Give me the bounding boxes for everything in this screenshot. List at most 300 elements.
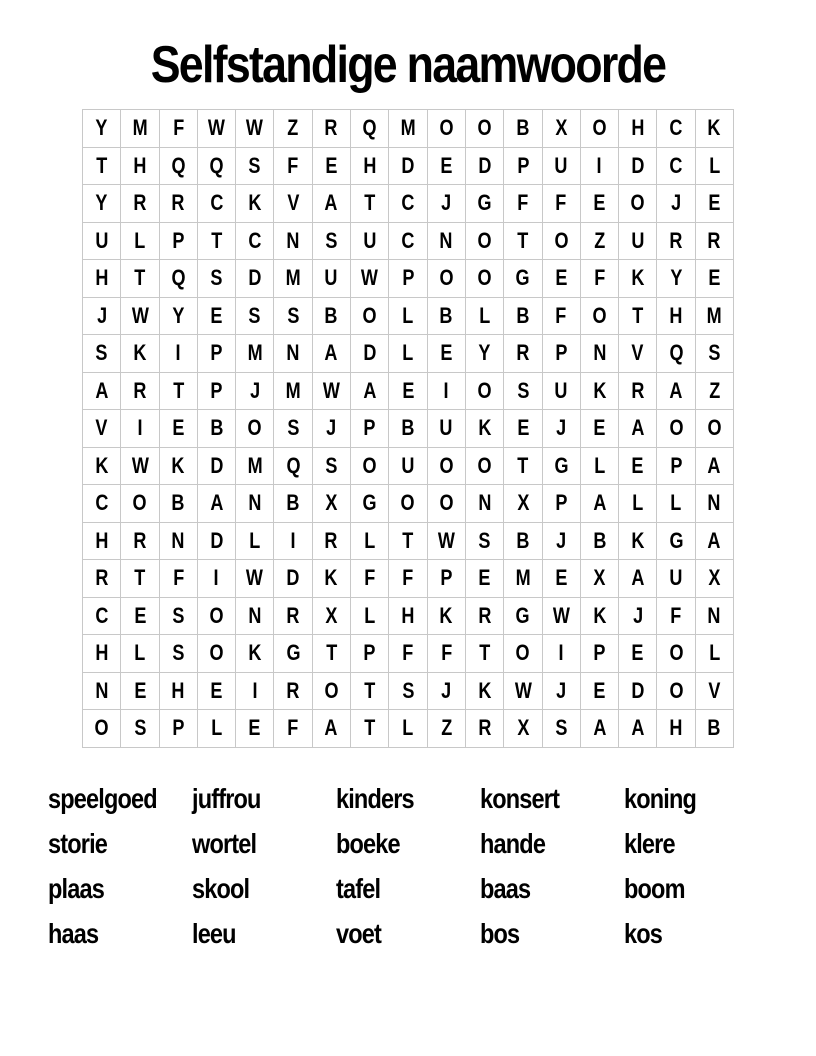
grid-cell[interactable] <box>236 597 274 635</box>
grid-cell[interactable] <box>619 297 657 335</box>
grid-cell[interactable] <box>427 485 465 523</box>
grid-cell[interactable] <box>159 597 197 635</box>
grid-cell[interactable] <box>236 560 274 598</box>
grid-cell[interactable] <box>619 372 657 410</box>
grid-cell[interactable] <box>657 672 695 710</box>
grid-cell[interactable] <box>542 147 580 185</box>
grid-cell[interactable] <box>695 447 733 485</box>
grid-cell[interactable] <box>83 635 121 673</box>
grid-cell[interactable] <box>465 372 503 410</box>
grid-cell[interactable] <box>121 447 159 485</box>
grid-cell[interactable] <box>351 260 389 298</box>
grid-cell[interactable] <box>274 635 312 673</box>
grid-cell[interactable] <box>351 147 389 185</box>
grid-cell[interactable] <box>83 410 121 448</box>
grid-cell[interactable] <box>465 560 503 598</box>
grid-cell[interactable] <box>159 110 197 148</box>
grid-cell[interactable] <box>121 635 159 673</box>
grid-cell[interactable] <box>465 297 503 335</box>
grid-cell[interactable] <box>427 260 465 298</box>
grid-cell[interactable] <box>159 522 197 560</box>
grid-cell[interactable] <box>312 222 350 260</box>
grid-cell[interactable] <box>619 710 657 748</box>
grid-cell[interactable] <box>542 110 580 148</box>
grid-cell[interactable] <box>274 485 312 523</box>
grid-cell[interactable] <box>580 672 618 710</box>
grid-cell[interactable] <box>83 110 121 148</box>
grid-cell[interactable] <box>274 147 312 185</box>
grid-cell[interactable] <box>351 297 389 335</box>
grid-cell[interactable] <box>427 222 465 260</box>
grid-cell[interactable] <box>619 672 657 710</box>
grid-cell[interactable] <box>504 635 542 673</box>
grid-cell[interactable] <box>83 447 121 485</box>
grid-cell[interactable] <box>580 522 618 560</box>
grid-cell[interactable] <box>427 147 465 185</box>
grid-cell[interactable] <box>619 522 657 560</box>
grid-cell[interactable] <box>465 335 503 373</box>
grid-cell[interactable] <box>83 147 121 185</box>
grid-cell[interactable] <box>236 222 274 260</box>
grid-cell[interactable] <box>159 447 197 485</box>
grid-cell[interactable] <box>427 297 465 335</box>
grid-cell[interactable] <box>197 260 235 298</box>
grid-cell[interactable] <box>657 710 695 748</box>
grid-cell[interactable] <box>427 522 465 560</box>
grid-cell[interactable] <box>236 147 274 185</box>
grid-letter: R <box>286 602 300 628</box>
grid-cell[interactable] <box>236 672 274 710</box>
grid-cell[interactable] <box>197 372 235 410</box>
grid-cell[interactable] <box>542 710 580 748</box>
grid-cell[interactable] <box>504 560 542 598</box>
grid-cell[interactable] <box>197 710 235 748</box>
grid-cell[interactable] <box>695 372 733 410</box>
grid-cell[interactable] <box>657 522 695 560</box>
grid-cell[interactable] <box>542 222 580 260</box>
grid-cell[interactable] <box>236 410 274 448</box>
grid-cell[interactable] <box>542 410 580 448</box>
grid-cell[interactable] <box>274 297 312 335</box>
grid-cell[interactable] <box>197 560 235 598</box>
grid-cell[interactable] <box>465 410 503 448</box>
grid-cell[interactable] <box>619 635 657 673</box>
grid-cell[interactable] <box>274 410 312 448</box>
grid-cell[interactable] <box>121 297 159 335</box>
grid-cell[interactable] <box>580 372 618 410</box>
grid-cell[interactable] <box>580 185 618 223</box>
grid-cell[interactable] <box>197 597 235 635</box>
grid-cell[interactable] <box>121 372 159 410</box>
grid-cell[interactable] <box>695 560 733 598</box>
grid-cell[interactable] <box>542 185 580 223</box>
grid-cell[interactable] <box>619 185 657 223</box>
grid-cell[interactable] <box>695 147 733 185</box>
grid-cell[interactable] <box>159 410 197 448</box>
grid-cell[interactable] <box>504 185 542 223</box>
grid-letter: K <box>439 602 453 628</box>
grid-cell[interactable] <box>312 297 350 335</box>
grid-cell[interactable] <box>312 447 350 485</box>
grid-cell[interactable] <box>121 710 159 748</box>
grid-cell[interactable] <box>83 260 121 298</box>
grid-cell[interactable] <box>274 110 312 148</box>
grid-cell[interactable] <box>542 522 580 560</box>
grid-cell[interactable] <box>197 147 235 185</box>
grid-cell[interactable] <box>389 297 427 335</box>
grid-cell[interactable] <box>236 710 274 748</box>
grid-cell[interactable] <box>542 372 580 410</box>
grid-cell[interactable] <box>619 222 657 260</box>
grid-cell[interactable] <box>427 635 465 673</box>
grid-cell[interactable] <box>351 372 389 410</box>
grid-cell[interactable] <box>504 372 542 410</box>
grid-cell[interactable] <box>427 597 465 635</box>
grid-cell[interactable] <box>465 597 503 635</box>
grid-cell[interactable] <box>236 635 274 673</box>
grid-cell[interactable] <box>657 485 695 523</box>
grid-cell[interactable] <box>159 147 197 185</box>
grid-cell[interactable] <box>580 410 618 448</box>
grid-cell[interactable] <box>504 597 542 635</box>
grid-cell[interactable] <box>542 335 580 373</box>
grid-cell[interactable] <box>657 185 695 223</box>
grid-cell[interactable] <box>657 110 695 148</box>
grid-cell[interactable] <box>197 185 235 223</box>
grid-cell[interactable] <box>197 222 235 260</box>
grid-cell[interactable] <box>274 597 312 635</box>
grid-cell[interactable] <box>236 185 274 223</box>
grid-cell[interactable] <box>657 447 695 485</box>
grid-cell[interactable] <box>695 260 733 298</box>
grid-cell[interactable] <box>465 672 503 710</box>
grid-cell[interactable] <box>542 447 580 485</box>
grid-cell[interactable] <box>542 597 580 635</box>
grid-cell[interactable] <box>657 560 695 598</box>
grid-cell[interactable] <box>389 447 427 485</box>
grid-cell[interactable] <box>121 410 159 448</box>
grid-cell[interactable] <box>197 335 235 373</box>
grid-cell[interactable] <box>504 147 542 185</box>
grid-cell[interactable] <box>657 335 695 373</box>
grid-cell[interactable] <box>312 485 350 523</box>
grid-cell[interactable] <box>695 522 733 560</box>
grid-cell[interactable] <box>274 560 312 598</box>
grid-cell[interactable] <box>274 522 312 560</box>
grid-cell[interactable] <box>274 222 312 260</box>
grid-cell[interactable] <box>389 110 427 148</box>
grid-cell[interactable] <box>619 110 657 148</box>
grid-cell[interactable] <box>274 260 312 298</box>
grid-cell[interactable] <box>580 110 618 148</box>
grid-cell[interactable] <box>580 635 618 673</box>
grid-cell[interactable] <box>236 522 274 560</box>
grid-cell[interactable] <box>159 372 197 410</box>
grid-cell[interactable] <box>351 185 389 223</box>
grid-cell[interactable] <box>427 410 465 448</box>
grid-cell[interactable] <box>580 597 618 635</box>
grid-cell[interactable] <box>312 672 350 710</box>
grid-cell[interactable] <box>580 335 618 373</box>
grid-cell[interactable] <box>695 672 733 710</box>
grid-cell[interactable] <box>695 297 733 335</box>
grid-letter: R <box>133 377 147 403</box>
grid-cell[interactable] <box>657 260 695 298</box>
grid-cell[interactable] <box>312 147 350 185</box>
grid-cell[interactable] <box>312 635 350 673</box>
grid-cell[interactable] <box>619 335 657 373</box>
grid-cell[interactable] <box>159 335 197 373</box>
grid-cell[interactable] <box>121 147 159 185</box>
grid-cell[interactable] <box>465 485 503 523</box>
grid-cell[interactable] <box>159 485 197 523</box>
grid-cell[interactable] <box>389 147 427 185</box>
grid-cell[interactable] <box>695 110 733 148</box>
grid-cell[interactable] <box>274 447 312 485</box>
grid-cell[interactable] <box>504 297 542 335</box>
grid-cell[interactable] <box>83 522 121 560</box>
grid-cell[interactable] <box>197 635 235 673</box>
grid-cell[interactable] <box>312 710 350 748</box>
grid-cell[interactable] <box>619 260 657 298</box>
grid-cell[interactable] <box>619 447 657 485</box>
grid-cell[interactable] <box>312 560 350 598</box>
grid-cell[interactable] <box>389 222 427 260</box>
grid-cell[interactable] <box>657 372 695 410</box>
grid-cell[interactable] <box>465 260 503 298</box>
grid-cell[interactable] <box>389 710 427 748</box>
grid-cell[interactable] <box>657 635 695 673</box>
grid-cell[interactable] <box>197 485 235 523</box>
grid-cell[interactable] <box>389 185 427 223</box>
grid-cell[interactable] <box>312 335 350 373</box>
grid-cell[interactable] <box>351 710 389 748</box>
grid-cell[interactable] <box>351 635 389 673</box>
grid-cell[interactable] <box>159 635 197 673</box>
grid-cell[interactable] <box>121 672 159 710</box>
grid-cell[interactable] <box>389 485 427 523</box>
grid-cell[interactable] <box>121 110 159 148</box>
grid-cell[interactable] <box>312 372 350 410</box>
grid-cell[interactable] <box>465 222 503 260</box>
grid-cell[interactable] <box>159 710 197 748</box>
grid-letter: C <box>210 190 224 216</box>
grid-cell[interactable] <box>159 260 197 298</box>
grid-cell[interactable] <box>427 185 465 223</box>
grid-cell[interactable] <box>83 485 121 523</box>
grid-cell[interactable] <box>83 185 121 223</box>
grid-cell[interactable] <box>83 560 121 598</box>
grid-cell[interactable] <box>504 260 542 298</box>
grid-cell[interactable] <box>504 110 542 148</box>
grid-cell[interactable] <box>197 297 235 335</box>
grid-cell[interactable] <box>427 372 465 410</box>
grid-cell[interactable] <box>389 410 427 448</box>
grid-cell[interactable] <box>580 222 618 260</box>
grid-cell[interactable] <box>389 260 427 298</box>
grid-cell[interactable] <box>121 522 159 560</box>
grid-cell[interactable] <box>465 522 503 560</box>
grid-cell[interactable] <box>695 335 733 373</box>
grid-cell[interactable] <box>351 597 389 635</box>
grid-cell[interactable] <box>657 410 695 448</box>
grid-letter: D <box>631 152 645 178</box>
grid-cell[interactable] <box>121 260 159 298</box>
grid-cell[interactable] <box>504 672 542 710</box>
grid-cell[interactable] <box>351 485 389 523</box>
grid-cell[interactable] <box>197 410 235 448</box>
grid-cell[interactable] <box>580 710 618 748</box>
grid-cell[interactable] <box>159 672 197 710</box>
grid-cell[interactable] <box>542 260 580 298</box>
grid-cell[interactable] <box>389 560 427 598</box>
grid-cell[interactable] <box>83 597 121 635</box>
grid-cell[interactable] <box>159 297 197 335</box>
grid-cell[interactable] <box>580 485 618 523</box>
grid-cell[interactable] <box>504 335 542 373</box>
grid-cell[interactable] <box>274 185 312 223</box>
grid-cell[interactable] <box>580 560 618 598</box>
grid-cell[interactable] <box>657 297 695 335</box>
grid-cell[interactable] <box>197 522 235 560</box>
grid-cell[interactable] <box>312 522 350 560</box>
grid-cell[interactable] <box>389 597 427 635</box>
grid-letter: M <box>132 115 148 141</box>
grid-cell[interactable] <box>695 635 733 673</box>
grid-cell[interactable] <box>389 672 427 710</box>
grid-cell[interactable] <box>465 710 503 748</box>
grid-cell[interactable] <box>83 222 121 260</box>
grid-cell[interactable] <box>389 635 427 673</box>
grid-cell[interactable] <box>695 222 733 260</box>
grid-cell[interactable] <box>504 410 542 448</box>
grid-cell[interactable] <box>351 447 389 485</box>
grid-cell[interactable] <box>427 560 465 598</box>
grid-cell[interactable] <box>504 222 542 260</box>
grid-cell[interactable] <box>504 485 542 523</box>
grid-cell[interactable] <box>427 447 465 485</box>
grid-cell[interactable] <box>465 147 503 185</box>
grid-cell[interactable] <box>427 335 465 373</box>
grid-cell[interactable] <box>351 672 389 710</box>
grid-cell[interactable] <box>197 672 235 710</box>
grid-cell[interactable] <box>657 222 695 260</box>
grid-cell[interactable] <box>619 410 657 448</box>
grid-cell[interactable] <box>580 297 618 335</box>
grid-cell[interactable] <box>657 597 695 635</box>
grid-cell[interactable] <box>465 110 503 148</box>
grid-cell[interactable] <box>121 485 159 523</box>
grid-cell[interactable] <box>121 185 159 223</box>
grid-cell[interactable] <box>312 410 350 448</box>
grid-cell[interactable] <box>236 110 274 148</box>
grid-cell[interactable] <box>351 410 389 448</box>
grid-cell[interactable] <box>542 672 580 710</box>
grid-cell[interactable] <box>351 560 389 598</box>
grid-cell[interactable] <box>695 185 733 223</box>
grid-cell[interactable] <box>274 372 312 410</box>
grid-cell[interactable] <box>274 335 312 373</box>
grid-cell[interactable] <box>121 560 159 598</box>
grid-letter: O <box>209 602 224 628</box>
grid-cell[interactable] <box>351 222 389 260</box>
grid-cell[interactable] <box>695 410 733 448</box>
grid-cell[interactable] <box>465 635 503 673</box>
grid-cell[interactable] <box>83 710 121 748</box>
grid-cell[interactable] <box>312 185 350 223</box>
grid-cell[interactable] <box>427 110 465 148</box>
grid-cell[interactable] <box>619 485 657 523</box>
grid-cell[interactable] <box>542 560 580 598</box>
grid-cell[interactable] <box>83 672 121 710</box>
grid-cell[interactable] <box>389 372 427 410</box>
grid-cell[interactable] <box>619 597 657 635</box>
grid-cell[interactable] <box>351 522 389 560</box>
grid-cell[interactable] <box>542 635 580 673</box>
grid-cell[interactable] <box>121 597 159 635</box>
grid-cell[interactable] <box>504 447 542 485</box>
grid-cell[interactable] <box>695 710 733 748</box>
grid-cell[interactable] <box>159 222 197 260</box>
grid-cell[interactable] <box>695 597 733 635</box>
grid-letter: U <box>631 227 645 253</box>
grid-cell[interactable] <box>619 147 657 185</box>
grid-cell[interactable] <box>159 560 197 598</box>
grid-cell[interactable] <box>312 597 350 635</box>
grid-letter: P <box>440 565 453 591</box>
grid-cell[interactable] <box>580 447 618 485</box>
grid-cell[interactable] <box>312 110 350 148</box>
grid-cell[interactable] <box>580 260 618 298</box>
grid-cell[interactable] <box>504 522 542 560</box>
grid-cell[interactable] <box>465 185 503 223</box>
grid-cell[interactable] <box>389 335 427 373</box>
grid-cell[interactable] <box>351 110 389 148</box>
grid-cell[interactable] <box>197 110 235 148</box>
grid-cell[interactable] <box>351 335 389 373</box>
grid-cell[interactable] <box>159 185 197 223</box>
grid-cell[interactable] <box>312 260 350 298</box>
grid-cell[interactable] <box>427 710 465 748</box>
grid-letter: S <box>555 715 568 741</box>
grid-cell[interactable] <box>274 710 312 748</box>
grid-cell[interactable] <box>504 710 542 748</box>
grid-cell[interactable] <box>121 335 159 373</box>
grid-cell[interactable] <box>465 447 503 485</box>
grid-cell[interactable] <box>619 560 657 598</box>
grid-cell[interactable] <box>580 147 618 185</box>
grid-cell[interactable] <box>236 260 274 298</box>
grid-cell[interactable] <box>236 372 274 410</box>
grid-cell[interactable] <box>542 485 580 523</box>
grid-cell[interactable] <box>121 222 159 260</box>
grid-cell[interactable] <box>542 297 580 335</box>
grid-cell[interactable] <box>274 672 312 710</box>
grid-cell[interactable] <box>695 485 733 523</box>
grid-cell[interactable] <box>427 672 465 710</box>
grid-cell[interactable] <box>236 447 274 485</box>
grid-cell[interactable] <box>83 297 121 335</box>
grid-cell[interactable] <box>236 297 274 335</box>
grid-cell[interactable] <box>83 372 121 410</box>
grid-cell[interactable] <box>657 147 695 185</box>
grid-cell[interactable] <box>83 335 121 373</box>
grid-cell[interactable] <box>236 335 274 373</box>
grid-letter: H <box>669 715 683 741</box>
grid-cell[interactable] <box>389 522 427 560</box>
grid-cell[interactable] <box>197 447 235 485</box>
grid-cell[interactable] <box>236 485 274 523</box>
